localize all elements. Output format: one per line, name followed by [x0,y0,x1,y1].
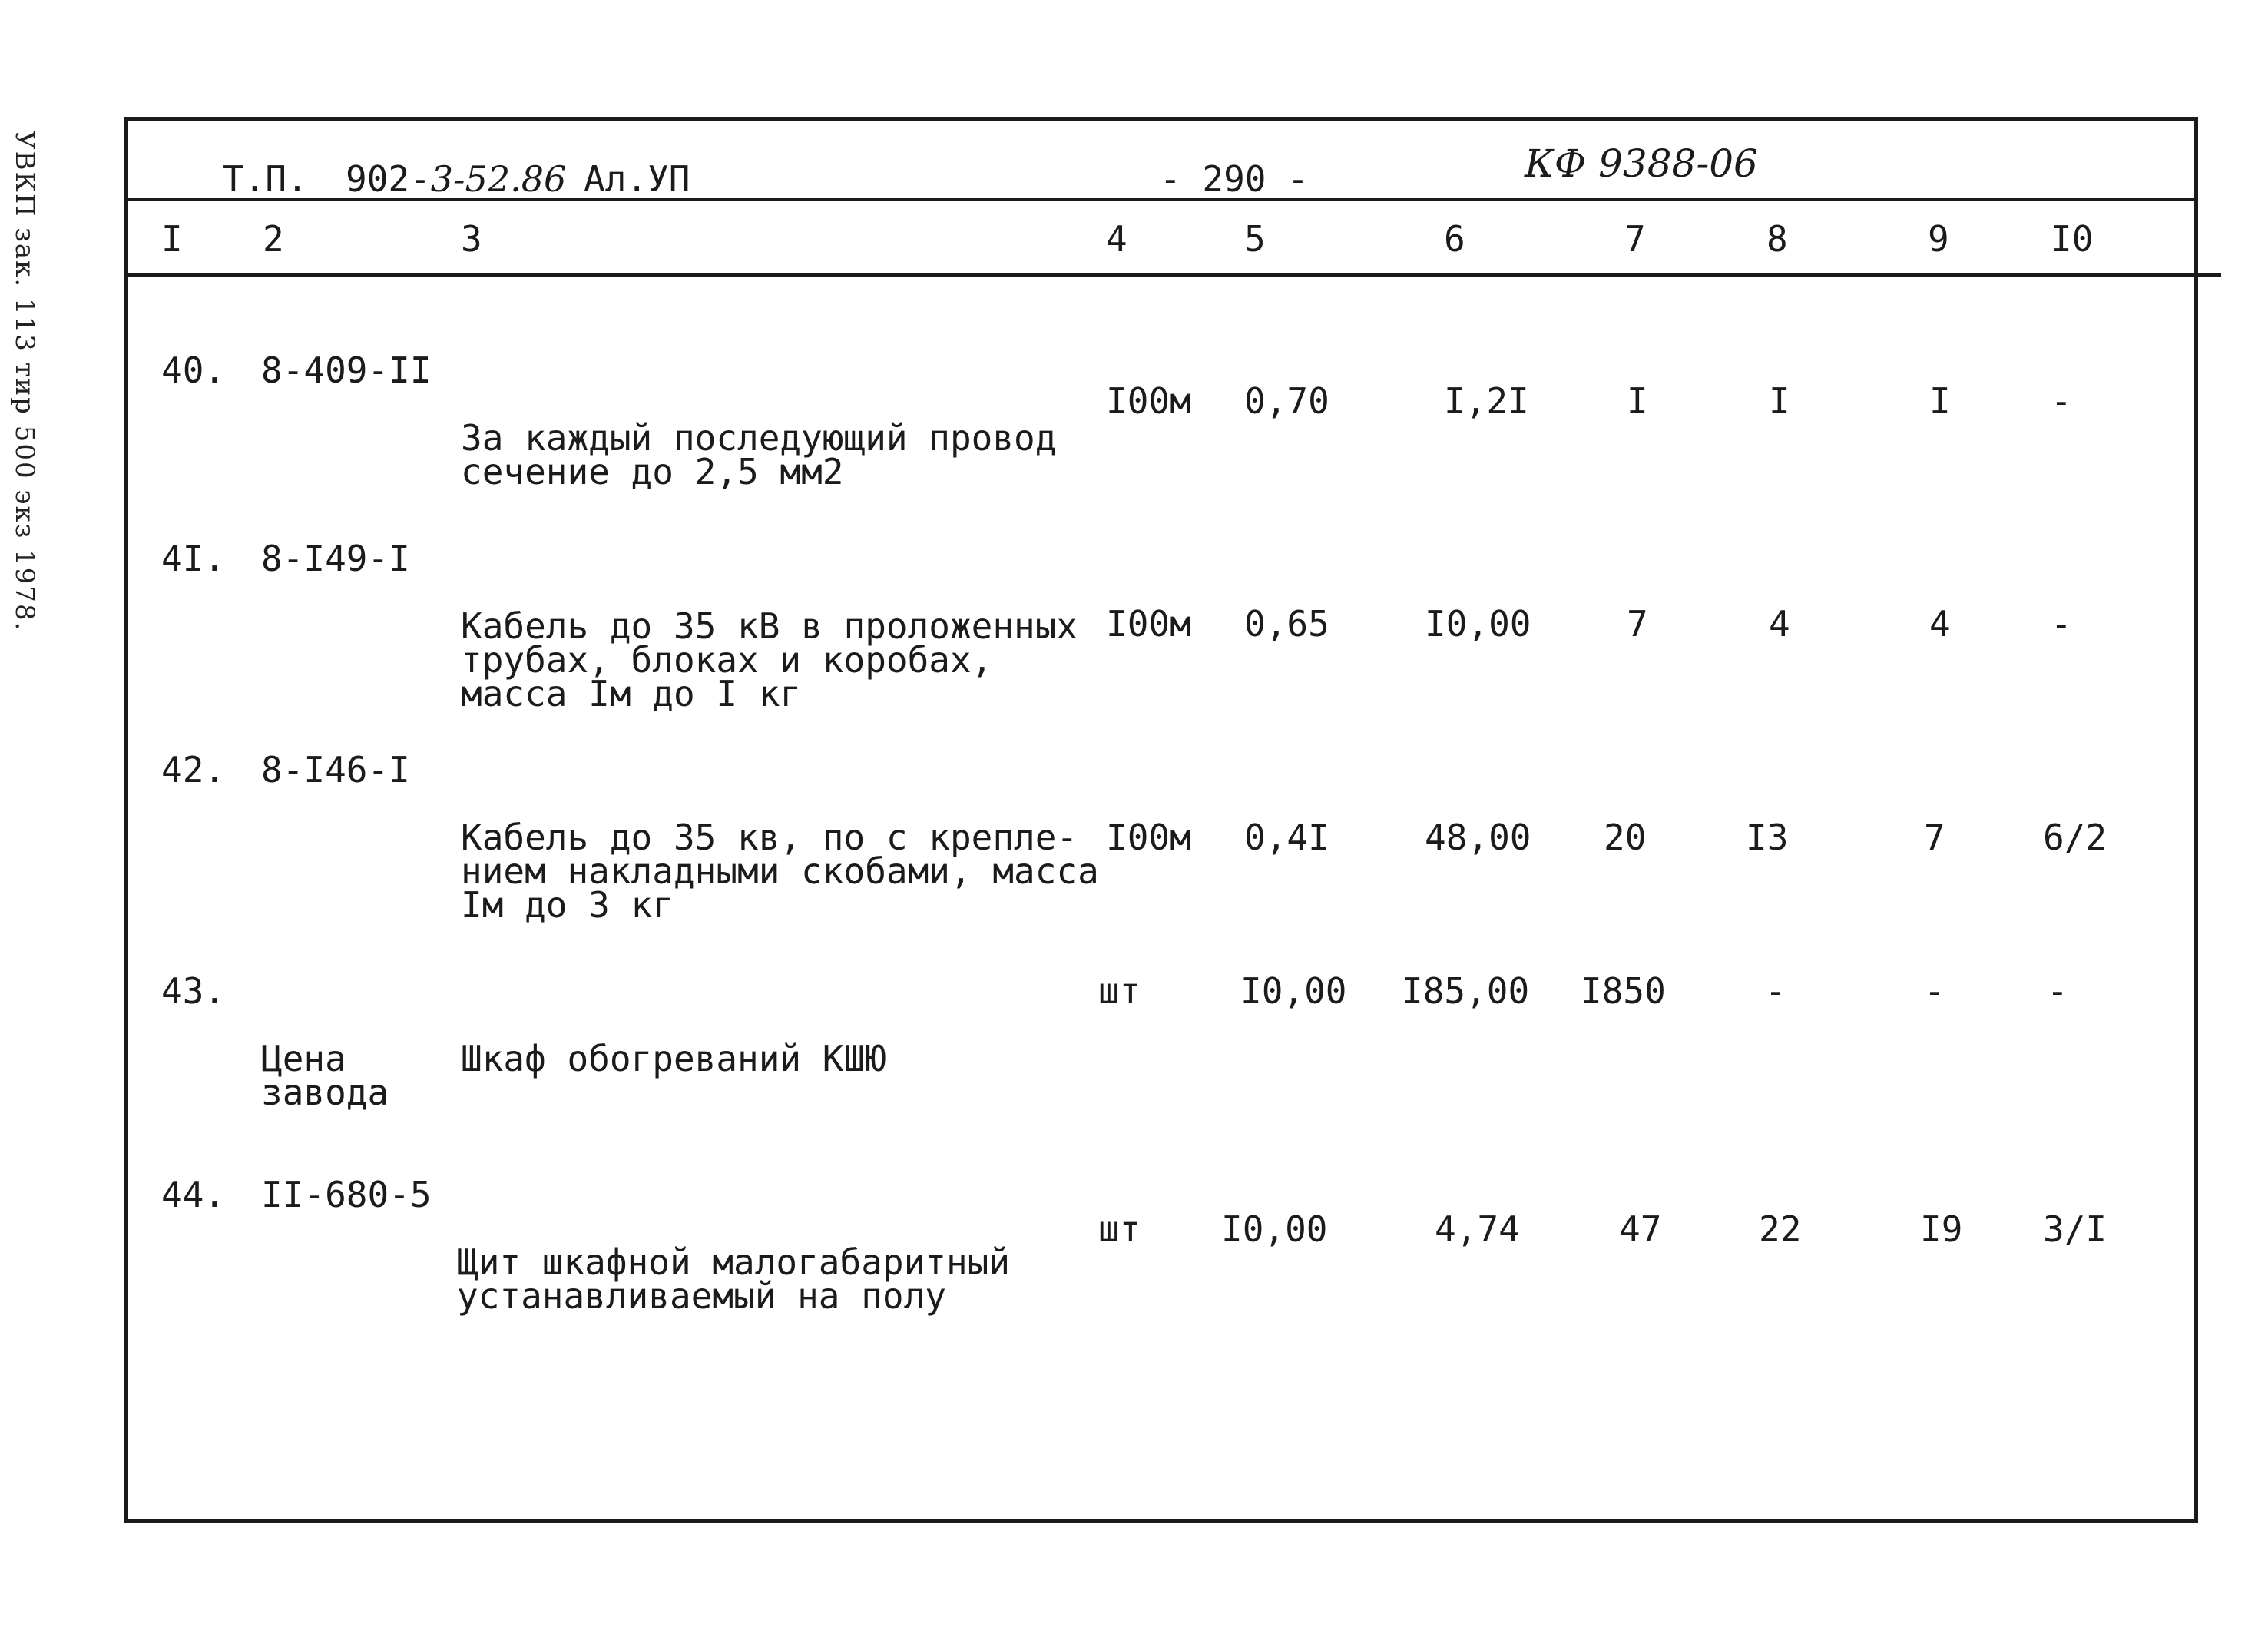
row-col7: 7 [1627,603,1648,645]
row-col5: 0,65 [1244,603,1329,645]
row-code: 8-I49-I [261,538,410,579]
row-col5: I0,00 [1221,1208,1328,1250]
row-col9: - [1924,970,1945,1012]
row-col10: - [2051,380,2072,422]
row-col6: I,2I [1444,380,1529,422]
row-code: 8-I46-I [261,749,410,790]
row-col5: I0,00 [1240,970,1347,1012]
row-col10: 3/I [2043,1208,2107,1250]
row-col5: 0,70 [1244,380,1329,422]
row-number: 43. [161,970,226,1012]
row-col6: 4,74 [1435,1208,1520,1250]
row-code: 8-409-II [261,350,432,391]
row-col8: 4 [1769,603,1790,645]
column-number-4: 4 [1106,218,1127,260]
column-number-8: 8 [1766,218,1788,260]
column-number-1: I [161,218,183,260]
row-col7: 47 [1619,1208,1662,1250]
column-number-10: I0 [2051,218,2094,260]
document-code: КФ 9388-06 [1525,141,1758,186]
column-header-divider [124,273,2221,277]
row-col9: I9 [1920,1208,1963,1250]
row-number: 4I. [161,538,226,579]
row-col9: 7 [1924,817,1945,858]
row-description: Кабель до 35 кВ в проложенных трубах, блоках и коробах, масса Iм до I кг [461,605,1078,714]
column-number-9: 9 [1928,218,1949,260]
row-code: Цена завода [261,1038,389,1113]
row-col6: 48,00 [1425,817,1531,858]
row-col10: - [2051,603,2072,645]
row-description: Шкаф обогреваний КШЮ [461,1038,886,1079]
column-number-2: 2 [263,218,284,260]
row-number: 44. [161,1174,226,1215]
row-code: II-680-5 [261,1174,432,1215]
project-number-handwritten: 3-52.86 [430,158,567,200]
row-col8: I [1769,380,1790,422]
row-col8: I3 [1746,817,1789,858]
row-unit: I00м [1106,817,1191,858]
page-number: - 290 - [1160,158,1309,200]
row-col7: 20 [1604,817,1647,858]
project-number-typed: 902- [346,158,431,200]
project-number [346,158,567,200]
row-col10: 6/2 [2043,817,2107,858]
row-col8: - [1765,970,1786,1012]
row-col10: - [2047,970,2068,1012]
row-col5: 0,4I [1244,817,1329,858]
column-number-3: 3 [461,218,482,260]
row-unit: I00м [1106,603,1191,645]
row-col6: I0,00 [1425,603,1531,645]
margin-print-note: УВКП зак. 113 тир 500 экз 1978. [9,131,40,632]
row-col8: 22 [1759,1208,1802,1250]
row-description: Щит шкафной малогабаритный устанавливаемый на полу [457,1241,1011,1317]
row-col7: I850 [1581,970,1666,1012]
row-number: 42. [161,749,226,790]
row-unit: шт [1098,970,1141,1012]
row-col9: 4 [1929,603,1951,645]
column-number-5: 5 [1244,218,1266,260]
row-unit: шт [1098,1208,1141,1250]
album-label: Ал.УП [584,158,690,200]
project-label: Т.П. [223,158,308,200]
column-number-6: 6 [1444,218,1465,260]
row-number: 40. [161,350,226,391]
row-description: Кабель до 35 кв, по с крепле- нием накладными скобами, масса Iм до 3 кг [461,817,1099,926]
column-number-7: 7 [1624,218,1646,260]
row-col6: I85,00 [1402,970,1530,1012]
row-description: За каждый последующий провод сечение до 2,5 мм2 [461,417,1057,492]
row-col7: I [1627,380,1648,422]
row-unit: I00м [1106,380,1191,422]
row-col9: I [1929,380,1951,422]
